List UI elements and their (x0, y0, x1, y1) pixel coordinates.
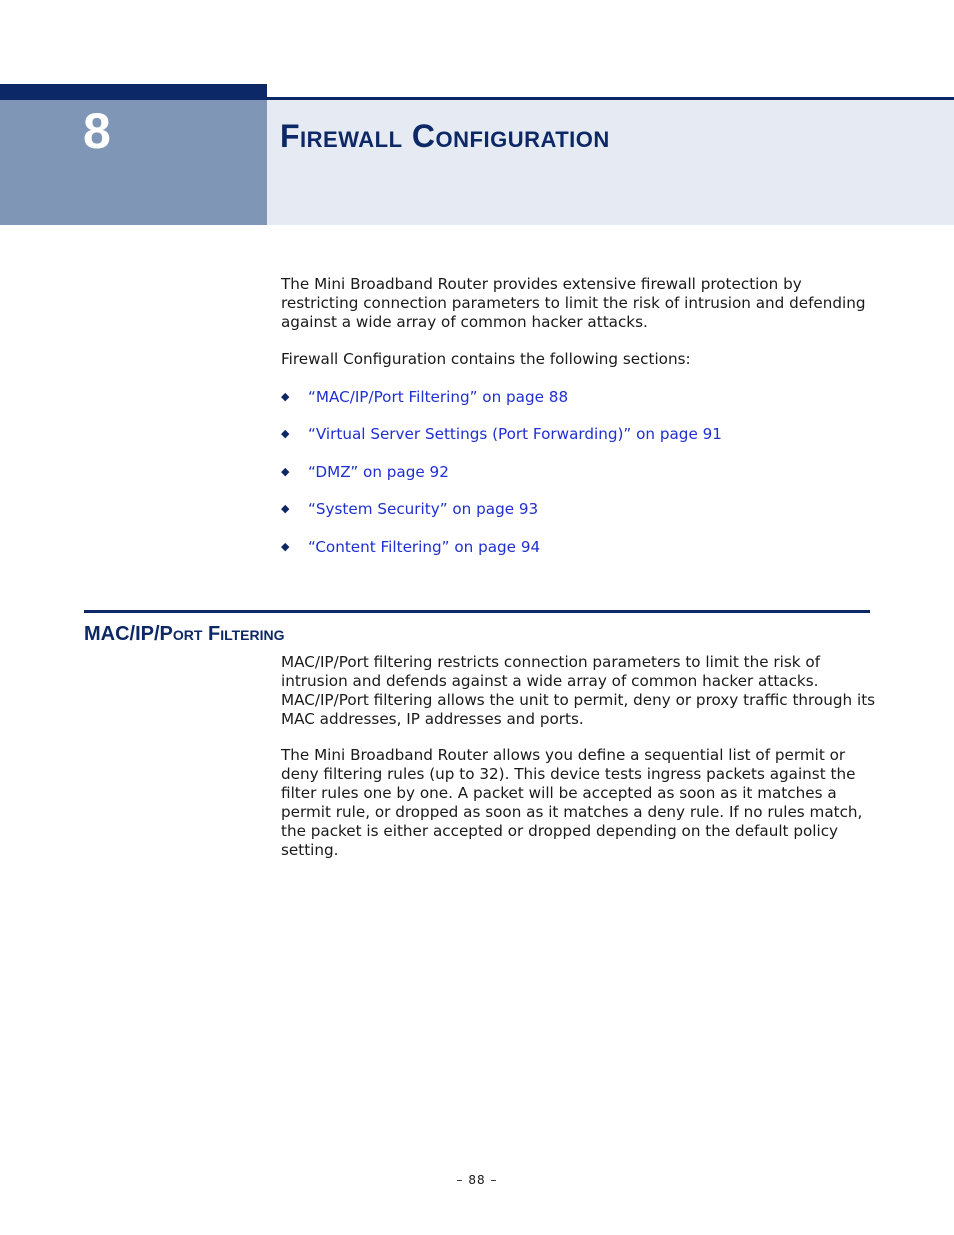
chapter-title-rule (267, 97, 954, 100)
diamond-bullet-icon: ◆ (281, 390, 290, 403)
section-paragraph-1: MAC/IP/Port filtering restricts connection parameters to limit the risk of intrusion and defends against a wide array of common hacker attacks. MAC/IP/Port filtering allows the unit to permit, deny or proxy traffic through its MAC addresses, IP addresses and ports. (281, 653, 876, 728)
list-item (281, 387, 722, 424)
diamond-bullet-icon: ◆ (281, 539, 290, 553)
list-item (281, 499, 722, 536)
list-item (281, 537, 722, 574)
chapter-title-box (267, 97, 954, 225)
link-system-security[interactable]: “System Security” on page 93 (308, 500, 539, 519)
list-item (281, 462, 722, 499)
diamond-bullet-icon: ◆ (281, 427, 290, 441)
link-content-filtering[interactable]: “Content Filtering” on page 94 (308, 537, 541, 556)
chapter-number: 8 (83, 103, 111, 159)
section-title: MAC/IP/Port Filtering (84, 623, 285, 645)
intro-paragraph-2: Firewall Configuration contains the following sections: (281, 350, 691, 368)
link-dmz[interactable]: “DMZ” on page 92 (308, 462, 449, 481)
chapter-number-box (0, 84, 267, 225)
section-paragraph-2: The Mini Broadband Router allows you define a sequential list of permit or deny filtering rules (up to 32). This device tests ingress packets against the filter rules one by one. A packet will be accepted as soon as it matches a permit rule, or dropped as soon as it matches a deny rule. If no rules match, the packet is either accepted or dropped depending on the default policy setting. (281, 746, 863, 859)
chapter-number-topbar (0, 84, 267, 100)
intro-paragraph-1: The Mini Broadband Router provides extensive firewall protection by restricting connection parameters to limit the risk of intrusion and defending against a wide array of common hacker attacks. (281, 275, 866, 331)
link-virtual-server-settings[interactable]: “Virtual Server Settings (Port Forwarding)” on page 91 (308, 425, 722, 444)
section-rule (84, 610, 870, 613)
chapter-header (0, 84, 954, 225)
diamond-bullet-icon: ◆ (281, 464, 290, 478)
page-number: – 88 – (456, 1173, 498, 1187)
sections-list (281, 387, 722, 574)
link-mac-ip-port-filtering[interactable]: “MAC/IP/Port Filtering” on page 88 (308, 388, 569, 406)
chapter-title: Firewall Configuration (280, 118, 610, 154)
list-item (281, 424, 722, 461)
diamond-bullet-icon: ◆ (281, 502, 290, 516)
